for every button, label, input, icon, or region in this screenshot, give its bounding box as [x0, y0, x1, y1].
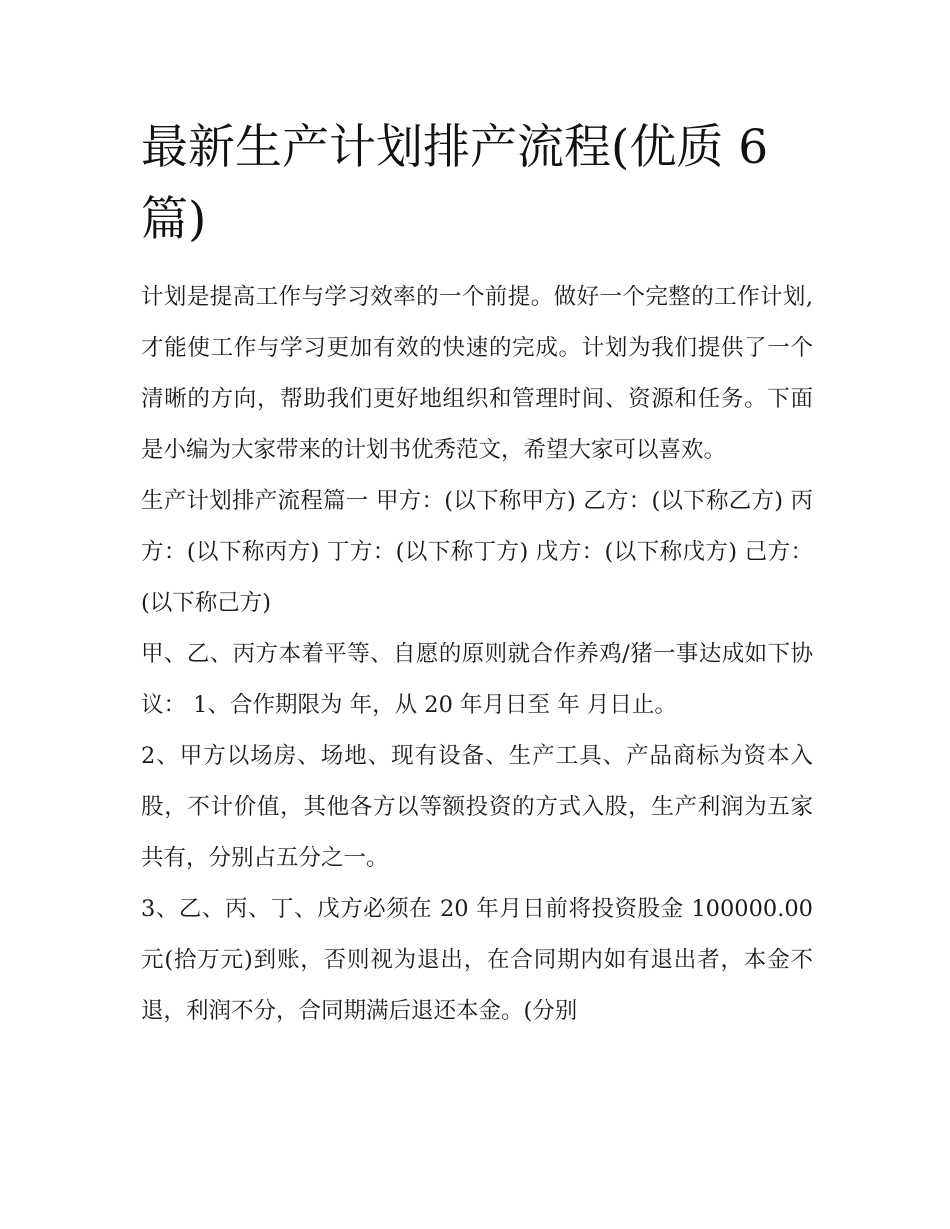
agreement-paragraph: 甲、乙、丙方本着平等、自愿的原则就合作养鸡/猪一事达成如下协议： 1、合作期限为 年，从 20 年月日至 年 月日止。 — [141, 641, 813, 718]
intro-paragraph: 计划是提高工作与学习效率的一个前提。做好一个完整的工作计划,才能使工作与学习更加有效的快速的完成。计划为我们提供了一个清晰的方向，帮助我们更好地组织和管理时间、资源和任务。下面是小编为大家带来的计划书优秀范文，希望大家可以喜欢。 — [141, 284, 813, 463]
clause-2-paragraph: 2、甲方以场房、场地、现有设备、生产工具、产品商标为资本入股，不计价值，其他各方以等额投资的方式入股，生产利润为五家共有，分别占五分之一。 — [141, 743, 813, 871]
parties-paragraph: 生产计划排产流程篇一 甲方：(以下称甲方) 乙方：(以下称乙方) 丙方：(以下称丙方) 丁方：(以下称丁方) 戊方：(以下称戊方) 己方：(以下称己方) — [141, 488, 813, 616]
document-title: 最新生产计划排产流程(优质 6 篇) — [141, 120, 769, 247]
clause-3-paragraph: 3、乙、丙、丁、戊方必须在 20 年月日前将投资股金 100000.00 元(拾万元)到账，否则视为退出，在合同期内如有退出者，本金不退，利润不分，合同期满后退还本金。(分别 — [141, 896, 813, 1024]
document-body — [141, 112, 813, 1037]
